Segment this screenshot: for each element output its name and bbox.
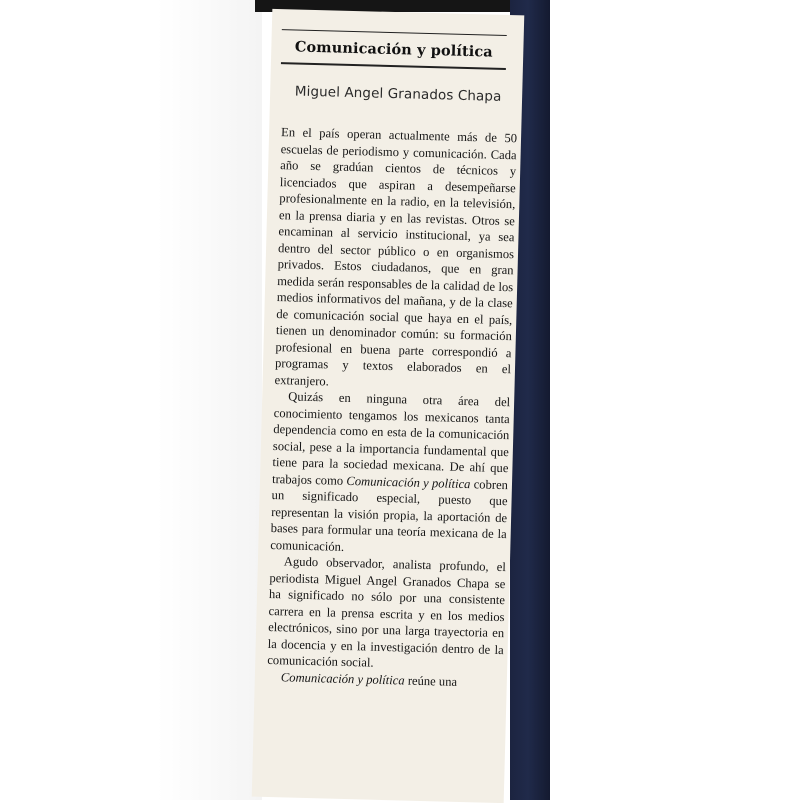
paragraph-text: reúne una [404, 673, 458, 689]
paragraph-text: En el país operan actualmente más de 50 escuelas de periodismo y comunicación. Cada año se gradúan cientos de técnicos y licenciados que aspiran a desempeñarse profesionalmente en la radio, en la televisión, en la prensa diaria y en las revistas. Otros se encaminan al servicio institucional, ya sea dentro del sector público o en organismos privados. Estos ciudadanos, que en gran medida serán responsables de la calidad de los medios informativos del mañana, y de la clase de comunicación social que haya en el país, tienen un denominador común: su formación profesional en buena parte correspondió a programas y textos elaborados en el extranjero. [274, 125, 518, 388]
book-page [252, 9, 525, 803]
article-author: Miguel Angel Granados Chapa [294, 83, 502, 105]
article-paragraph [270, 388, 510, 559]
book-title-italic: Comunicación y política [346, 473, 471, 491]
title-rule-box [281, 29, 507, 70]
article-title: Comunicación y política [294, 37, 494, 61]
article-body [267, 124, 518, 691]
paragraph-text: Quizás en ninguna otra área del conocimiento tengamos los mexicanos tanta dependencia como en esta de la comunicación social, pese a la importancia fundamental que tiene para la sociedad mexicana. De ahí que trabajos como [271, 389, 511, 488]
paragraph-text: Agudo observador, analista profundo, el periodista Miguel Angel Granados Chapa se ha significado no sólo por una consistente carrera en la prensa escrita y en los medios electrónicos, sino por una larga trayectoria en la docencia y en la investigación dentro de la comunicación social. [267, 554, 507, 670]
paragraph-text: cobren un significado especial, puesto que representan la visión propia, la aportación de bases para formular una teoría mexicana de la comunicación. [270, 476, 509, 554]
article-paragraph [267, 553, 506, 675]
article-paragraph [274, 124, 517, 394]
background-left [0, 0, 262, 800]
book-title-italic: Comunicación y política [280, 669, 405, 688]
background-right [550, 0, 800, 800]
